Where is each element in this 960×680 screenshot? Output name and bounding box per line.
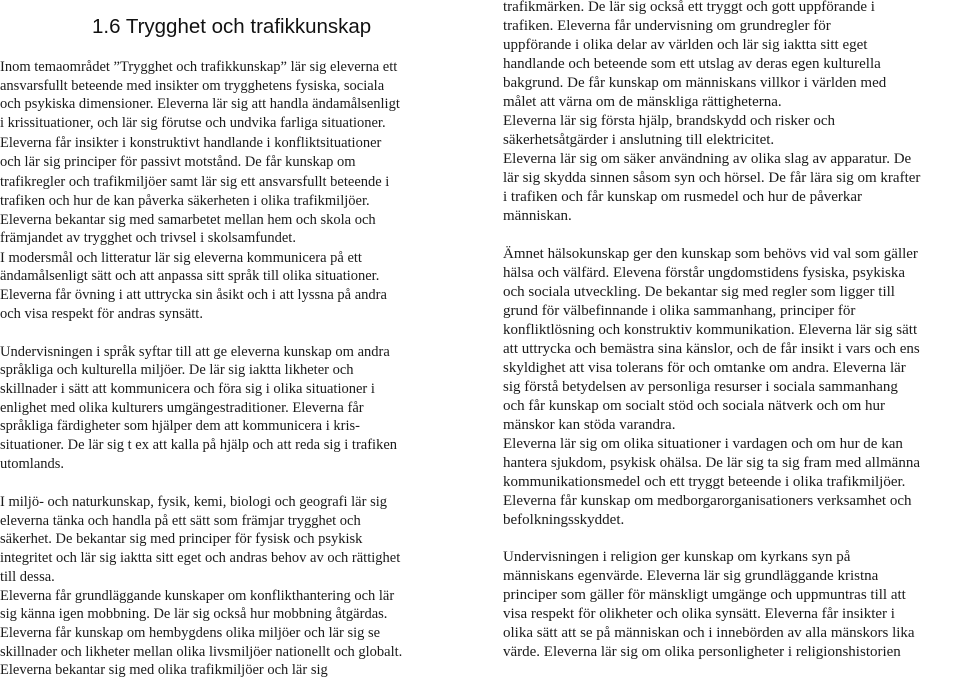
text-line: Undervisningen i religion ger kunskap om kyrkans syn på [503, 549, 851, 565]
text-line: Eleverna får kunskap om hembygdens olika miljöer och lär sig se [0, 625, 381, 641]
text-line: Eleverna lär sig om olika situationer i vardagen och om hur de kan [503, 436, 903, 452]
text-line: Eleverna får grundläggande kunskaper om konflikthantering och lär [0, 588, 395, 604]
text-line: skillnader och likheter mellan olika livsmiljöer nationellt och globalt. [0, 644, 403, 660]
text-line: till dessa. [0, 569, 55, 585]
text-line: Undervisningen i språk syftar till att ge eleverna kunskap om andra [0, 344, 390, 360]
text-line: mänskor kan stöda varandra. [503, 417, 676, 433]
text-line: hälsa och välfärd. Elevena förstår ungdomstidens fysiska, psykiska [503, 265, 905, 281]
text-line: hantera sjukdom, psykisk ohälsa. De lär sig ta sig fram med allmänna [503, 455, 920, 471]
text-line: Eleverna lär sig första hjälp, brandskydd och risker och [503, 113, 835, 129]
text-line: principer som gäller för mänskligt umgänge och uppmuntras till att [503, 587, 906, 603]
text-line: och sociala utveckling. De bekantar sig med regler som ligger till [503, 284, 895, 300]
text-line: I modersmål och litteratur lär sig eleverna kommunicera på ett [0, 250, 362, 266]
text-line: att uttrycka och bemästra sina känslor, och de får insikt i vars och ens [503, 341, 920, 357]
text-line: säkerhet. De bekantar sig med principer för fysisk och psykisk [0, 531, 363, 547]
text-line: skillnader i sätt att kommunicera och föra sig i olika situationer i [0, 381, 375, 397]
text-line: målet att värna om de mänskliga rättigheterna. [503, 94, 782, 110]
text-line: Eleverna bekantar sig med samarbetet mellan hem och skola och [0, 212, 376, 228]
text-line: och visa respekt för andras synsätt. [0, 306, 203, 322]
text-line: människan. [503, 208, 572, 224]
text-line: värde. Eleverna lär sig om olika personligheter i religionshistorien [503, 644, 901, 660]
text-line: ansvarsfullt beteende med insikter om trygghetens fysiska, sociala [0, 78, 385, 94]
text-line: och lär sig principer för passivt motstånd. De får kunskap om [0, 154, 356, 170]
text-line: Ämnet hälsokunskap ger den kunskap som behövs vid val som gäller [503, 246, 918, 262]
text-line: Eleverna bekantar sig med olika trafikmiljöer och lär sig [0, 662, 328, 678]
text-line: och får kunskap om socialt stöd och sociala nätverk och om hur [503, 398, 885, 414]
text-line: sig förstå betydelsen av personliga resurser i sociala sammanhang [503, 379, 898, 395]
text-line: handlande och beteende som ett utslag av deras egen kulturella [503, 56, 881, 72]
text-line: ändamålsenligt sätt och att anpassa sitt språk till olika situationer. [0, 268, 380, 284]
text-line: skyldighet att visa tolerans för och omtanke om andra. Eleverna lär [503, 360, 906, 376]
text-line: trafiken. Eleverna får undervisning om grundregler för [503, 18, 831, 34]
text-line: trafikregler och trafikmiljöer samt lär sig ett ansvarsfullt beteende i [0, 174, 390, 190]
text-line: utomlands. [0, 456, 65, 472]
text-line: integritet och lär sig iaktta sitt eget och andras behov av och rättighet [0, 550, 401, 566]
text-line: eleverna tänka och handla på ett sätt som främjar trygghet och [0, 513, 361, 529]
text-line: i trafiken och får kunskap om rusmedel och hur de påverkar [503, 189, 863, 205]
text-line: Eleverna får insikter i konstruktivt handlande i konfliktsituationer [0, 135, 382, 151]
text-line: sig känna igen mobbning. De lär sig också hur mobbning åtgärdas. [0, 606, 388, 622]
text-line: enlighet med olika kulturers umgängestraditioner. Eleverna får [0, 400, 364, 416]
text-line: Eleverna får övning i att uttrycka sin åsikt och i att lyssna på andra [0, 287, 387, 303]
text-line: visa respekt för olikheter och olika synsätt. Eleverna får insikter i [503, 606, 895, 622]
text-line: Eleverna får kunskap om medborgarorganisationers verksamhet och [503, 493, 912, 509]
text-line: konfliktlösning och konstruktiv kommunikation. Eleverna lär sig sätt [503, 322, 918, 338]
text-line: språkliga färdigheter som hjälper dem att kommunicera i kris- [0, 418, 360, 434]
text-line: Eleverna lär sig om säker användning av olika slag av apparatur. De [503, 151, 912, 167]
text-line: i krissituationer, och lär sig förutse och undvika farliga situationer. [0, 115, 386, 131]
text-line: språkliga och kulturella miljöer. De lär sig iaktta likheter och [0, 362, 354, 378]
text-line: människans egenvärde. Eleverna lär sig grundläggande kristna [503, 568, 879, 584]
text-line: lär sig skydda sinnen såsom syn och hörsel. De får lära sig om krafter [503, 170, 921, 186]
text-line: situationer. De lär sig t ex att kalla på hjälp och att reda sig i trafiken [0, 437, 398, 453]
text-line: bakgrund. De får kunskap om människans villkor i världen med [503, 75, 887, 91]
text-line: befolkningsskyddet. [503, 512, 625, 528]
text-line: uppförande i olika delar av världen och lär sig iaktta sitt eget [503, 37, 868, 53]
section-heading: 1.6 Trygghet och trafikkunskap [92, 15, 372, 38]
text-line: säkerhetsåtgärder i anslutning till elektricitet. [503, 132, 775, 148]
text-line: kommunikationsmedel och ett tryggt beteende i olika trafikmiljöer. [503, 474, 906, 490]
text-line: I miljö- och naturkunskap, fysik, kemi, biologi och geografi lär sig [0, 494, 387, 510]
text-line: trafikmärken. De lär sig också ett tryggt och gott uppförande i [503, 0, 875, 15]
text-line: och psykiska dimensioner. Eleverna lär sig att handla ändamålsenligt [0, 96, 400, 112]
text-line: grund för välbefinnande i olika sammanhang, principer för [503, 303, 856, 319]
text-line: trafiken och hur de kan påverka säkerheten i olika trafikmiljöer. [0, 193, 370, 209]
text-line: främjandet av trygghet och trivsel i skolsamfundet. [0, 230, 296, 246]
text-line: olika sätt att se på människan och i innebörden av alla mänskors lika [503, 625, 915, 641]
text-line: Inom temaområdet ”Trygghet och trafikkunskap” lär sig eleverna ett [0, 59, 398, 75]
